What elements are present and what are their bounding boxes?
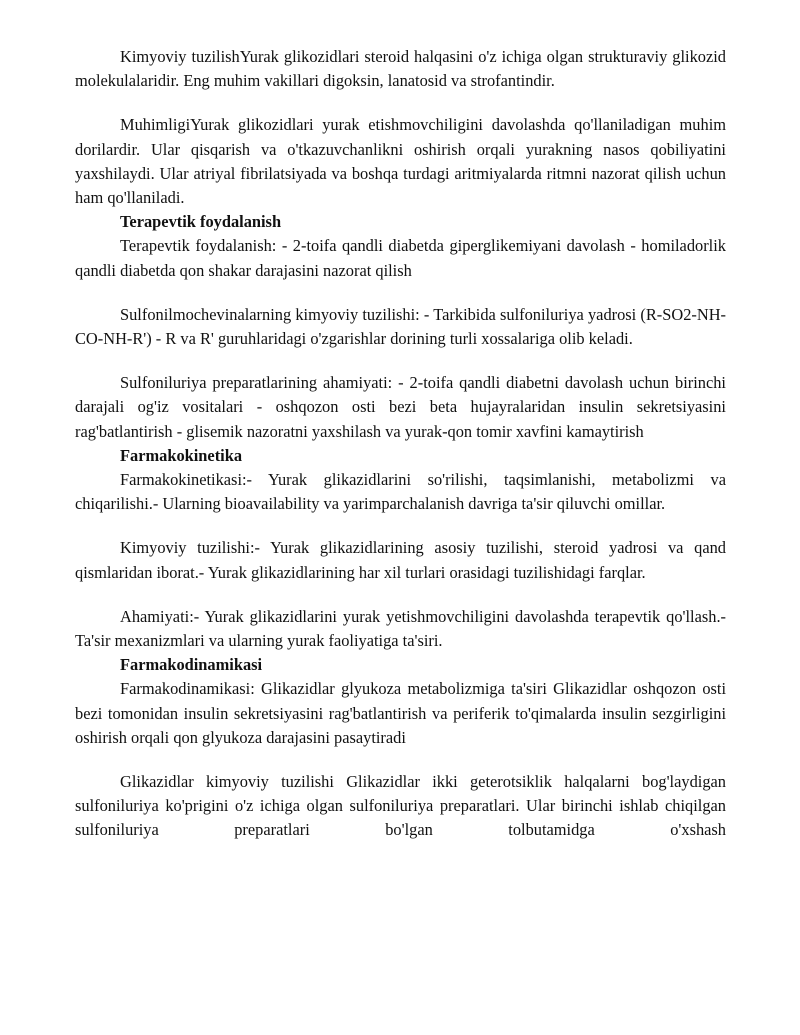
paragraph-glycoside-importance: Ahamiyati:- Yurak glikazidlarini yurak yetishmovchiligini davolashda terapevtik qo'llash.- Ta'sir mexanizmlari va ularning yurak faoliyatiga ta'siri. [75, 606, 726, 651]
paragraph-pharmacokinetics: Farmakokinetikasi:- Yurak glikazidlarini so'rilishi, taqsimlanishi, metabolizmi va chiqarilishi.- Ularning bioavailability va yarimparchalanish davriga ta'sir qiluvchi omillar. [75, 470, 726, 514]
paragraph-therapeutic-use: Terapevtik foydalanish: - 2-toifa qandli diabetda giperglikemiyani davolash - homiladorlik qandli diabetda qon shakar darajasini nazorat qilish [75, 236, 726, 280]
paragraph-sulfonylurea-importance: Sulfoniluriya preparatlarining ahamiyati: - 2-toifa qandli diabetni davolash uchun birinchi darajali og'iz vositalari - oshqozon osti bezi beta hujayralaridan insulin sekretsiyasini rag'batlantirish - glisemik nazoratni yaxshilash va yurak-qon tomir xavfini kamaytirish [75, 373, 726, 441]
paragraph-chemical-structure: Kimyoviy tuzilishYurak glikozidlari steroid halqasini o'z ichiga olgan strukturaviy glikozid molekulalaridir. Eng muhim vakillari digoksin, lanatosid va strofantindir. [75, 47, 726, 91]
document-page [75, 45, 726, 843]
paragraph-pharmacodynamics: Farmakodinamikasi: Glikazidlar glyukoza metabolizmiga ta'siri Glikazidlar oshqozon osti bezi tomonidan insulin sekretsiyasini rag'batlantirish va periferik to'qimalarda insulin sezgirligini oshirish orqali qon glyukoza darajasini pasaytiradi [75, 679, 726, 747]
heading-pharmacodynamics: Farmakodinamikasi [120, 655, 263, 675]
paragraph-importance: MuhimligiYurak glikozidlari yurak etishmovchiligini davolashda qo'llaniladigan muhim dorilardir. Ular qisqarish va o'tkazuvchanlikni oshirish orqali yurakning nasos qobiliyatini yaxshilaydi. Ular atriyal fibrilatsiyada va boshqa turdagi aritmiyalarda ritmni nazorat qilish uchun ham qo'llaniladi. [75, 115, 726, 208]
heading-therapeutic-use: Terapevtik foydalanish [120, 212, 282, 232]
paragraph-sulfonylurea-structure: Sulfonilmochevinalarning kimyoviy tuzilishi: - Tarkibida sulfoniluriya yadrosi (R-SO2-NH-CO-NH-R') - R va R' guruhlaridagi o'zgarishlar dorining turli xossalariga olib keladi. [75, 304, 726, 349]
paragraph-glycoside-structure: Kimyoviy tuzilishi:- Yurak glikazidlarining asosiy tuzilishi, steroid yadrosi va qand qismlaridan iborat.- Yurak glikazidlarining har xil turlari orasidagi tuzilishidagi farqlar. [75, 538, 726, 582]
paragraph-glicazide-structure: Glikazidlar kimyoviy tuzilishi Glikazidlar ikki geterotsiklik halqalarni bog'laydigan sulfoniluriya ko'prigini o'z ichiga olgan sulfoniluriya preparatlari. Ular birinchi ishlab chiqilgan sulfoniluriya preparatlari bo'lgan tolbutamidga o'xshash [75, 772, 726, 840]
heading-pharmacokinetics: Farmakokinetika [120, 445, 243, 465]
